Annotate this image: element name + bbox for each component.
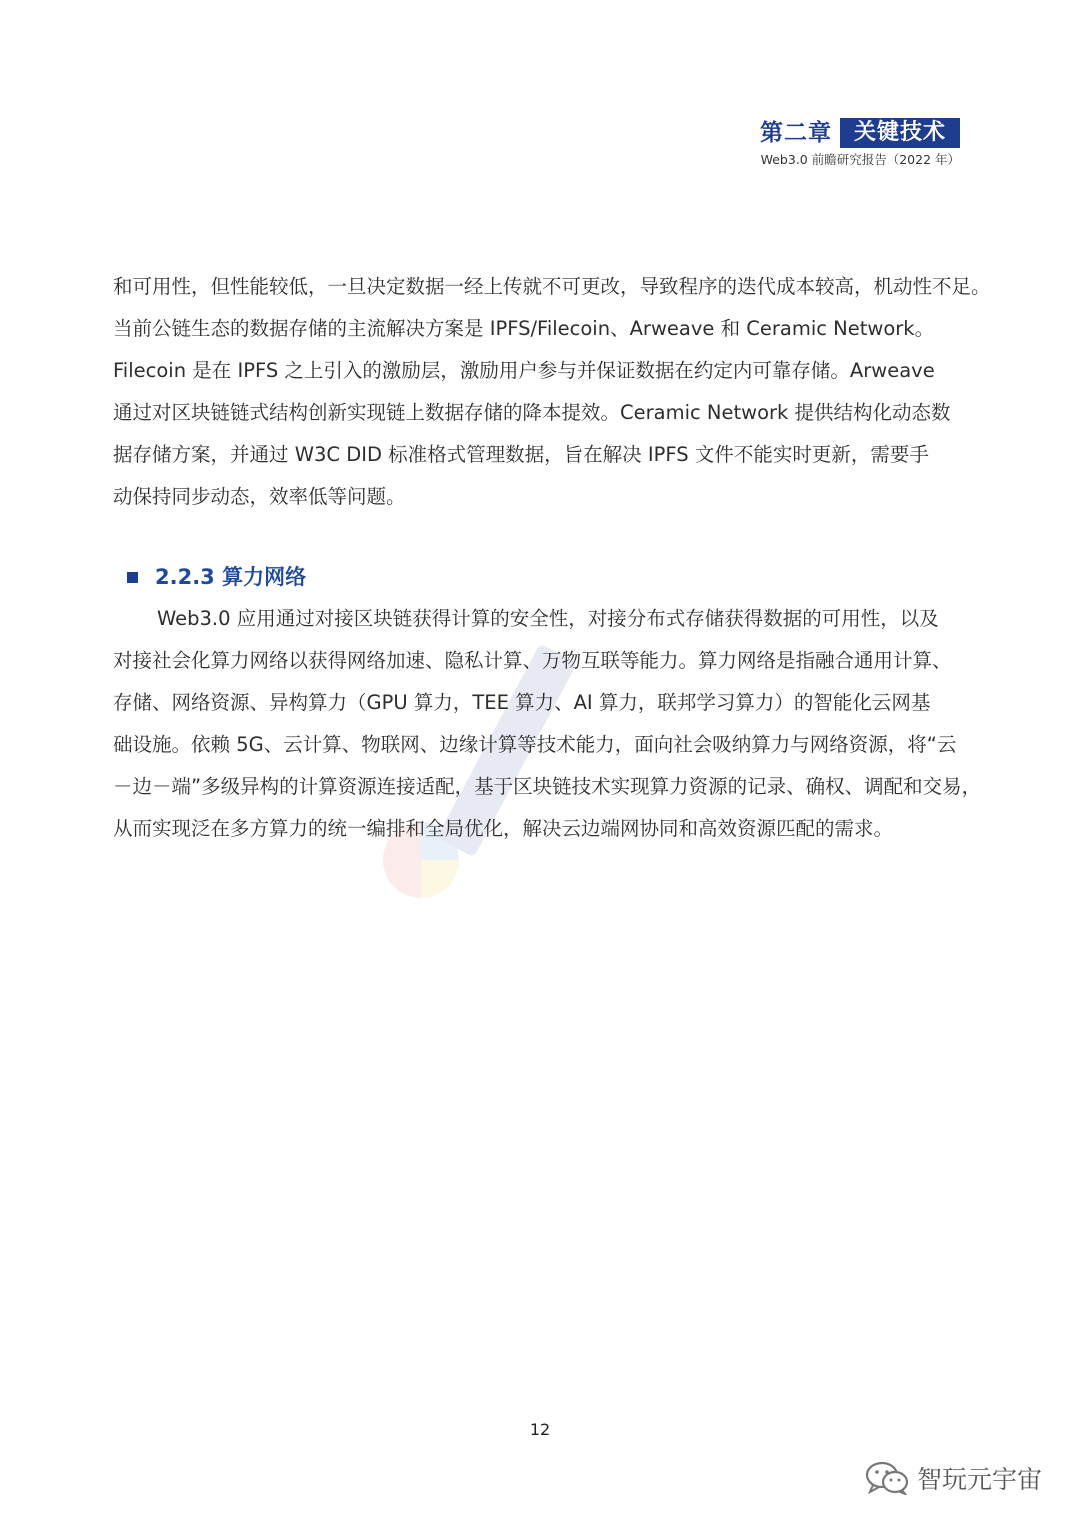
- section-body: [113, 598, 982, 850]
- square-bullet-icon: [127, 572, 138, 583]
- text-line: Filecoin 是在 IPFS 之上引入的激励层，激励用户参与并保证数据在约定内可靠存储。Arweave: [113, 359, 935, 382]
- text-line: 存储、网络资源、异构算力（GPU 算力，TEE 算力、AI 算力，联邦学习算力）的智能化云网基: [113, 691, 931, 714]
- report-name: Web3.0 前瞻研究报告（2022 年）: [760, 152, 960, 167]
- text-line: 础设施。依赖 5G、云计算、物联网、边缘计算等技术能力，面向社会吸纳算力与网络资源，将“云: [113, 733, 957, 756]
- text-line: 和可用性，但性能较低，一旦决定数据一经上传就不可更改，导致程序的迭代成本较高，机动性不足。: [113, 275, 991, 298]
- account-name: 智玩元宇宙: [916, 1465, 1042, 1494]
- text-line: 对接社会化算力网络以获得网络加速、隐私计算、万物互联等能力。算力网络是指融合通用计算、: [113, 649, 952, 672]
- text-line: 动保持同步动态，效率低等问题。: [113, 485, 406, 508]
- text-line: 通过对区块链链式结构创新实现链上数据存储的降本提效。Ceramic Network 提供结构化动态数: [113, 401, 951, 424]
- page-header: [560, 118, 960, 169]
- section-title: 2.2.3 算力网络: [155, 565, 307, 589]
- section-text: [113, 598, 982, 850]
- section-heading: [127, 558, 306, 596]
- text-line: 当前公链生态的数据存储的主流解决方案是 IPFS/Filecoin、Arweave 和 Ceramic Network。: [113, 317, 935, 340]
- intro-text: [113, 266, 991, 518]
- chapter-line: [560, 118, 960, 148]
- chapter-title: 关键技术: [840, 118, 960, 148]
- text-line: Web3.0 应用通过对接区块链获得计算的安全性，对接分布式存储获得数据的可用性，以及: [157, 607, 939, 630]
- intro-paragraph: [113, 266, 991, 518]
- wechat-icon: [865, 1461, 909, 1495]
- text-line: 据存储方案，并通过 W3C DID 标准格式管理数据，旨在解决 IPFS 文件不能实时更新，需要手: [113, 443, 929, 466]
- page-number: 12: [529, 1420, 551, 1439]
- account-mark: [865, 1460, 1042, 1496]
- text-line: －边－端”多级异构的计算资源连接适配，基于区块链技术实现算力资源的记录、确权、调配和交易，: [113, 775, 982, 798]
- text-line: 从而实现泛在多方算力的统一编排和全局优化，解决云边端网协同和高效资源匹配的需求。: [113, 817, 894, 840]
- chapter-number: 第二章: [759, 120, 832, 146]
